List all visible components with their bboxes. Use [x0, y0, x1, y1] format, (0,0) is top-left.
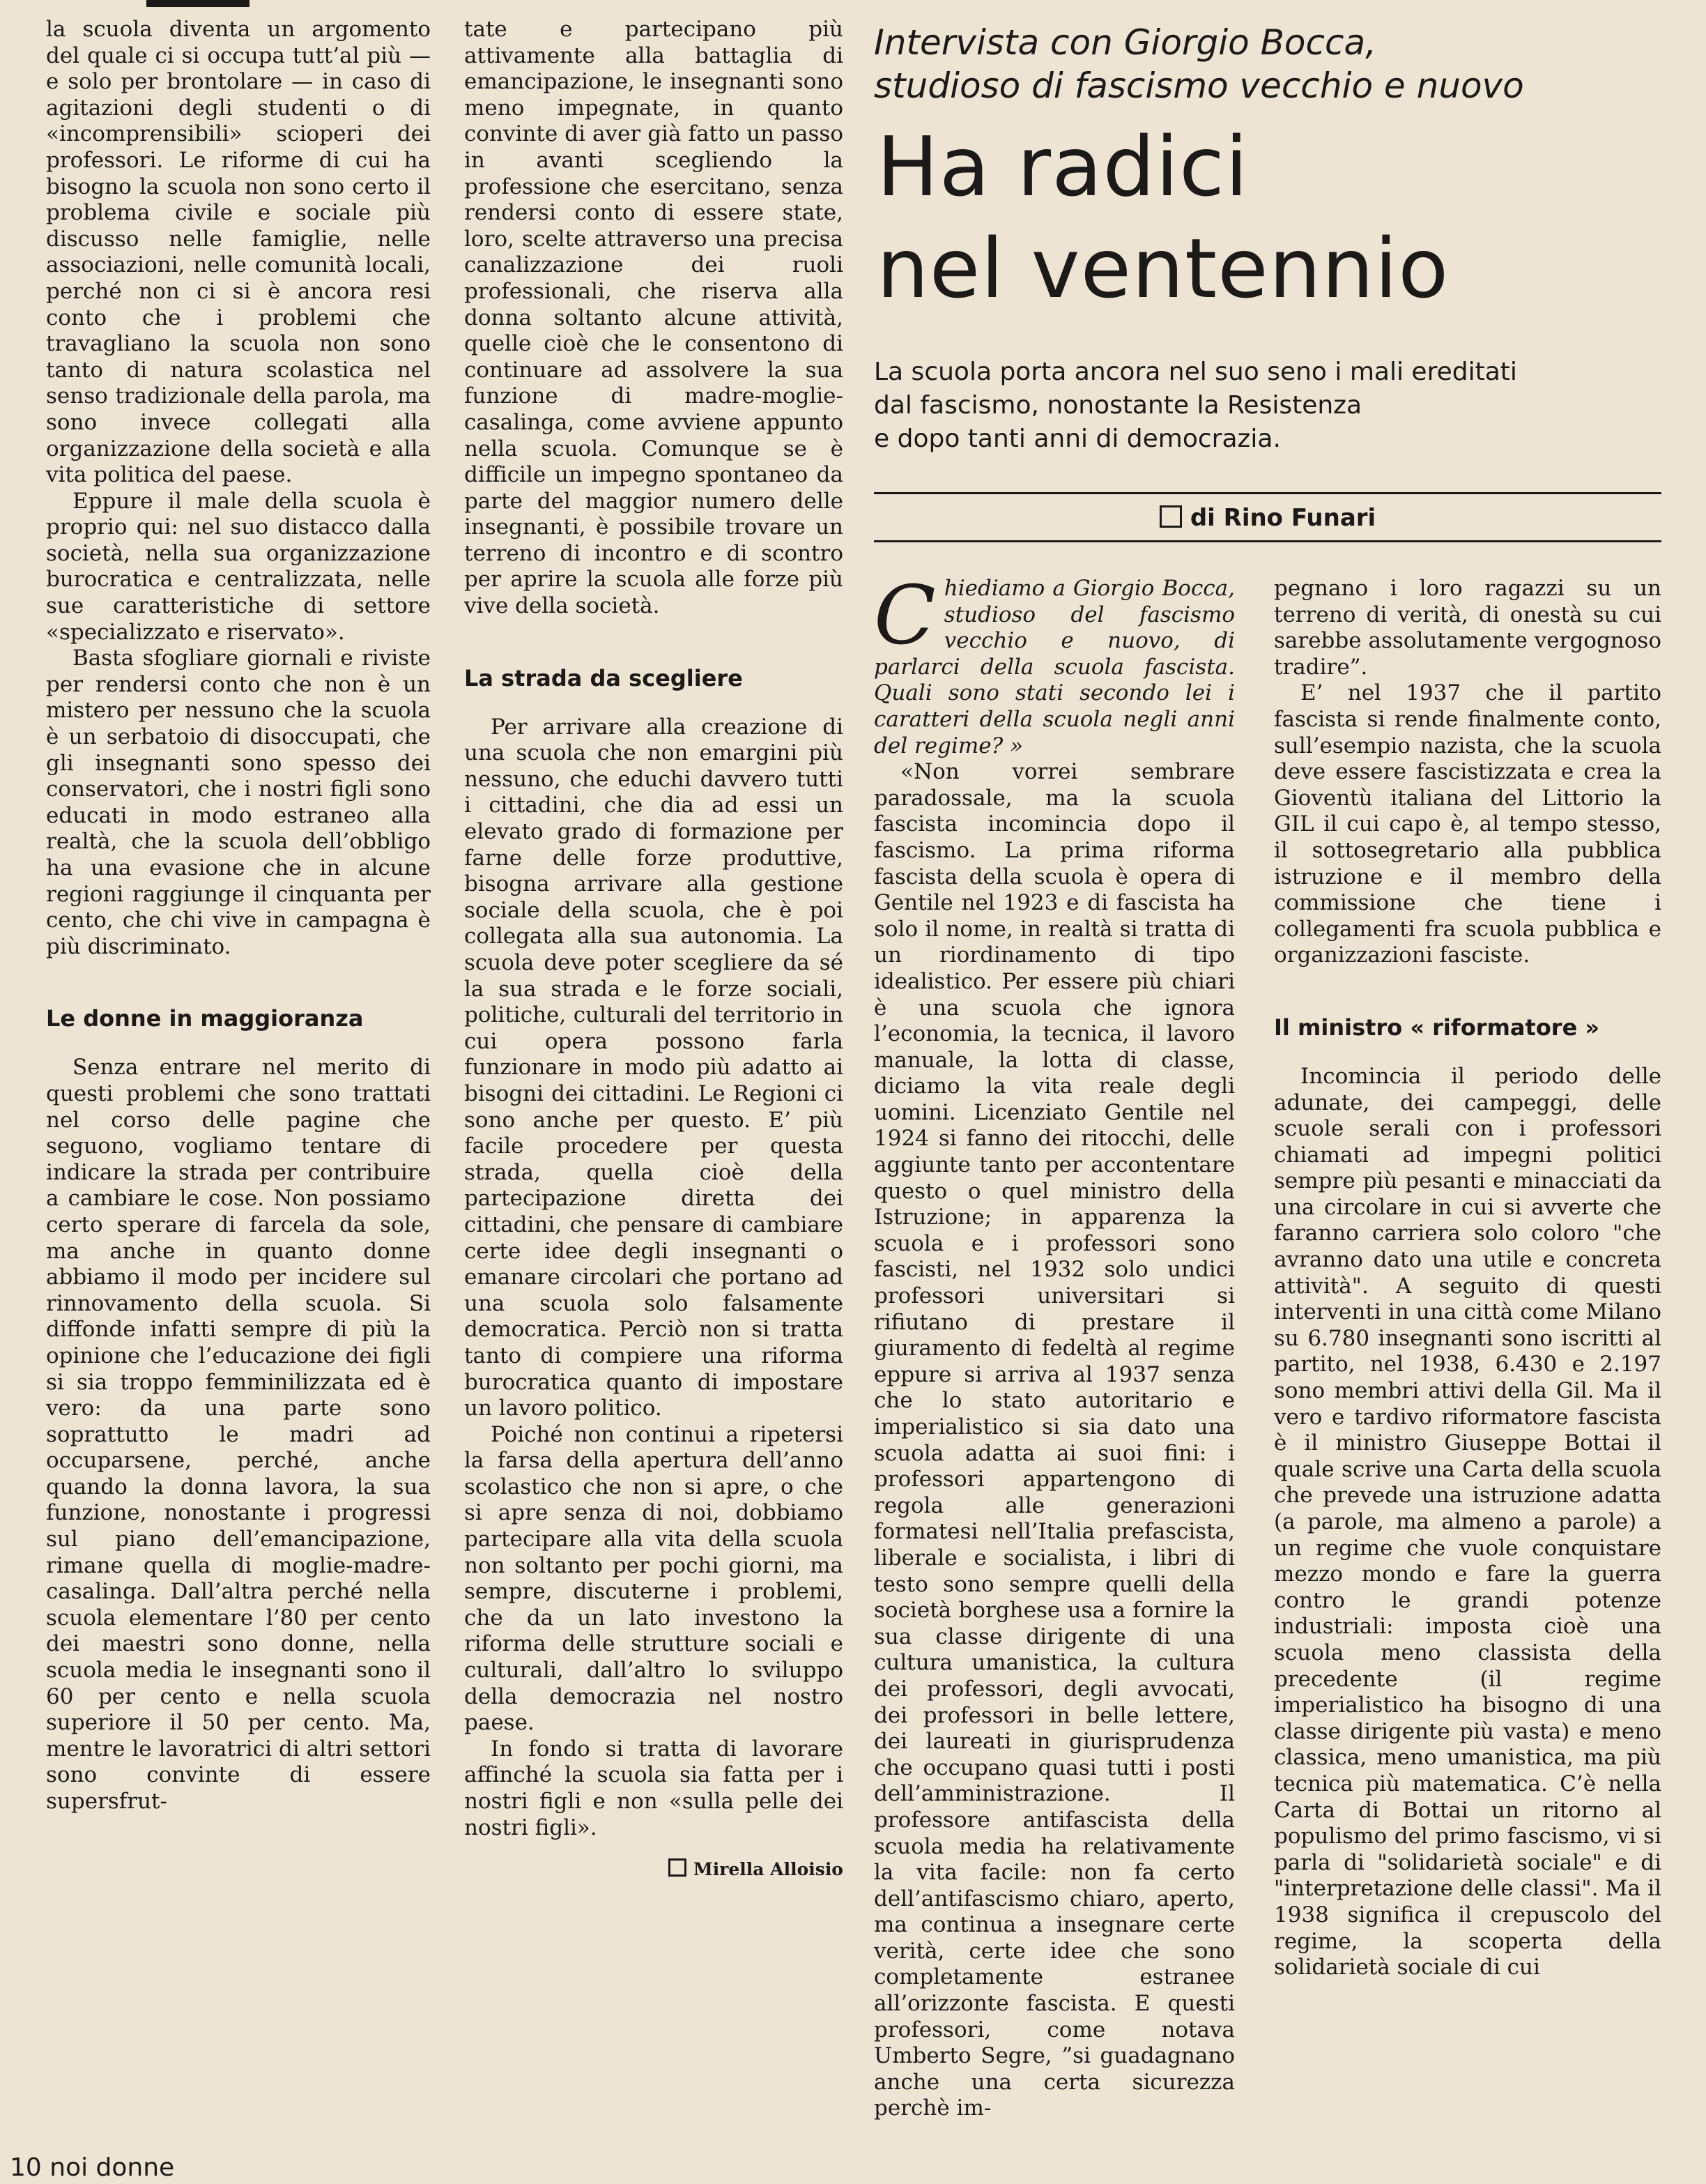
byline: [874, 494, 1661, 540]
subheading-il-ministro: Il ministro « riformatore »: [1274, 1014, 1600, 1041]
body-paragraph: Eppure il male della scuola è proprio qui: nel suo distacco dalla società, nella sua organizzazione burocratica e centralizzata, nelle sue caratteristiche di settore «specializzato e riservato».: [46, 488, 431, 645]
deck-line: e dopo tanti anni di democrazia.: [874, 425, 1281, 453]
body-paragraph: «Non vorrei sembrare paradossale, ma la scuola fascista incomincia dopo il fascismo. La prima riforma fascista della scuola è opera di Gentile nel 1923 e di fascista ha solo il nome, in realtà si tratta di un riordinamento di tipo idealistico. Per essere più chiari è una scuola che ignora l’economia, la tecnica, il lavoro manuale, la lotta di classe, diciamo la vita reale degli uomini. Licenziato Gentile nel 1924 si fanno dei ritocchi, delle aggiunte tanto per accontentare questo o quel ministro della Istruzione; in apparenza la scuola e i professori sono fascisti, nel 1932 solo undici professori universitari si rifiutano di prestare il giuramento di fedeltà al regime eppure si arriva al 1937 senza che lo stato autoritario e imperialistico si sia dato una scuola adatta ai suoi fini: i professori appartengono di regola alle generazioni formatesi nell’Italia prefascista, liberale e socialista, i libri di testo sono sempre quelli della società borghese usa a fornire la sua classe dirigente di una cultura umanistica, la cultura dei professori, degli avvocati, dei professori in belle lettere, dei laureati in giurisprudenza che occupano quasi tutti i posti dell’amministrazione. Il professore antifascista della scuola media ha relativamente la vita facile: non fa certo dell’antifascismo chiaro, aperto, ma continua a insegnare certe verità, certe idee che sono completamente estranee all’orizzonte fascista. E questi professori, come notava Umberto Segre, ”si guadagnano anche una certa sicurezza perchè im-: [874, 759, 1235, 2121]
deck-line: La scuola porta ancora nel suo seno i mali ereditati: [874, 358, 1517, 386]
body-paragraph: pegnano i loro ragazzi su un terreno di verità, di onestà su cui sarebbe assolutamente vergognoso tradire”.: [1274, 576, 1661, 680]
kicker-line: studioso di fascismo vecchio e nuovo: [874, 66, 1524, 106]
headline: [877, 116, 1661, 319]
divider-bottom: [874, 540, 1661, 542]
body-paragraph: Senza entrare nel merito di questi problemi che sono trattati nel corso delle pagine che seguono, vogliamo tentare di indicare la strada per contribuire a cambiare le cose. Non possiamo certo sperare di farcela da sole, ma anche in quanto donne abbiamo il modo per incidere sul rinnovamento della scuola. Si diffonde infatti sempre di più la opinione che l’educazione dei figli si sia troppo femminilizzata ed è vero: da una parte sono soprattutto le madri ad occuparsene, perché, anche quando la donna lavora, la sua funzione, nonostante i progressi sul piano dell’emancipazione, rimane quella di moglie-madre-casalinga. Dall’altra perché nella scuola elementare l’80 per cento dei maestri sono donne, nella scuola media le insegnanti sono il 60 per cento e nella scuola superiore il 50 per cento. Ma, mentre le lavoratrici di altri settori sono convinte di essere supersfrut-: [46, 1055, 431, 1814]
drop-cap: C: [874, 569, 936, 663]
headline-line: nel ventennio: [877, 220, 1450, 316]
deck: [874, 356, 1661, 456]
headline-line: Ha radici: [877, 119, 1249, 215]
byline-author: di Rino Funari: [1190, 504, 1376, 532]
body-paragraph: Poiché non continui a ripetersi la farsa della apertura dell’anno scolastico che non si apre, o che si apre senza di noi, dobbiamo partecipare alla vita della scuola non soltanto per pochi giorni, ma sempre, discuterne i problemi, che da un lato investono la riforma delle strutture sociali e culturali, dall’altro lo sviluppo della democrazia nel nostro paese.: [464, 1421, 843, 1736]
checkbox-square-icon: [668, 1858, 686, 1877]
body-paragraph: In fondo si tratta di lavorare affinché la scuola sia fatta per i nostri figli e non «sulla pelle dei nostri figli».: [464, 1736, 843, 1840]
body-paragraph: tate e partecipano più attivamente alla battaglia di emancipazione, le insegnanti sono meno impegnate, in quanto convinte di aver già fatto un passo in avanti scegliendo la professione che esercitano, senza rendersi conto di essere state, loro, scelte attraverso una precisa canalizzazione dei ruoli professionali, che riserva alla donna soltanto alcune attività, quelle cioè che le consentono di continuare ad assolvere la sua funzione di madre-moglie-casalinga, come avviene appunto nella scuola. Comunque se è difficile un impegno spontaneo da parte del maggior numero delle insegnanti, è possibile trovare un terreno di incontro e di scontro per aprire la scuola alle forze più vive della società.: [464, 17, 843, 619]
top-decorative-bar: [146, 0, 249, 7]
interview-question: [874, 569, 1235, 759]
body-paragraph: la scuola diventa un argomento del quale ci si occupa tutt’al più — e solo per brontolare — in caso di agitazioni degli studenti o di «incomprensibili» scioperi dei professori. Le riforme di cui ha bisogno la scuola non sono certo il problema civile e sociale più discusso nelle famiglie, nelle associazioni, nelle comunità locali, perché non ci si è ancora resi conto che i problemi che travagliano la scuola non sono tanto di natura scolastica nel senso tradizionale della parola, ma sono invece collegati alla organizzazione della società e alla vita politica del paese.: [46, 17, 431, 488]
checkbox-square-icon: [1160, 505, 1182, 528]
signature-name: Mirella Alloisio: [693, 1859, 843, 1880]
left-article-column-1: [46, 17, 431, 1815]
kicker-line: Intervista con Giorgio Bocca,: [874, 22, 1376, 63]
left-article-column-2: [464, 17, 843, 1883]
interview-column-1: [874, 569, 1235, 2122]
page-footer: 10 noi donne: [10, 2153, 175, 2182]
body-paragraph: E’ nel 1937 che il partito fascista si rende finalmente conto, sull’esempio nazista, che la scuola deve essere fascistizzata e crea la Gioventù italiana del Littorio la GIL il cui capo è, al tempo stesso, il sottosegretario alla pubblica istruzione e il membro della commissione che tiene i collegamenti fra scuola pubblica e organizzazioni fasciste.: [1274, 680, 1661, 968]
deck-line: dal fascismo, nonostante la Resistenza: [874, 391, 1362, 420]
question-text: hiediamo a Giorgio Bocca, studioso del fascismo vecchio e nuovo, di parlarci della scuola fascista. Quali sono stati secondo lei i caratteri della scuola negli anni del regime? »: [874, 576, 1235, 758]
body-paragraph: Basta sfogliare giornali e riviste per rendersi conto che non è un mistero per nessuno che la scuola è un serbatoio di disoccupati, che gli insegnanti sono spesso dei conservatori, che i nostri figli sono educati in modo estraneo alla realtà, che la scuola dell’obbligo ha una evasione che in alcune regioni raggiunge il cinquanta per cento, che chi vive in campagna è più discriminato.: [46, 646, 431, 959]
subheading-la-strada: La strada da scegliere: [464, 664, 743, 692]
author-signature: [464, 1856, 843, 1883]
interview-column-2: [1274, 576, 1661, 1981]
subheading-le-donne: Le donne in maggioranza: [46, 1005, 364, 1032]
body-paragraph: Per arrivare alla creazione di una scuola che non emargini più nessuno, che educhi davvero tutti i cittadini, che dia ad essi un elevato grado di formazione per farne delle forze produttive, bisogna arrivare alla gestione sociale della scuola, che è poi collegata alla sua autonomia. La scuola deve poter scegliere da sé la sua strada e le forze sociali, politiche, culturali del territorio in cui opera possono farla funzionare in modo più adatto ai bisogni dei cittadini. Le Regioni ci sono anche per questo. E’ più facile procedere per questa strada, quella cioè della partecipazione diretta dei cittadini, che pensare di cambiare certe idee degli insegnanti o emanare circolari che portano ad una scuola solo falsamente democratica. Perciò non si tratta tanto di compiere una riforma burocratica quanto di impostare un lavoro politico.: [464, 714, 843, 1421]
body-paragraph: Incomincia il periodo delle adunate, dei campeggi, delle scuole serali con i professori chiamati ad impegni politici sempre più pesanti e minacciati da una circolare in cui si avverte che faranno carriera solo coloro "che avranno dato una utile e concreta attività". A seguito di questi interventi in una città come Milano su 6.780 insegnanti sono iscritti al partito, nel 1938, 6.430 e 2.197 sono membri attivi della Gil. Ma il vero e tardivo riformatore fascista è il ministro Giuseppe Bottai il quale scrive una Carta della scuola che prevede una istruzione adatta (a parole, ma almeno a parole) a un regime che vuole conquistare mezzo mondo e fare la guerra contro le grandi potenze industriali: imposta cioè una scuola meno classista della precedente (il regime imperialistico ha bisogno di una classe dirigente più vasta) e meno classica, meno umanistica, ma più tecnica più matematica. C’è nella Carta di Bottai un ritorno al populismo del primo fascismo, vi si parla di "solidarietà sociale" e di "interpretazione delle classi". Ma il 1938 significa il crepuscolo del regime, la scoperta della solidarietà sociale di cui: [1274, 1063, 1661, 1980]
interview-header: [874, 21, 1661, 542]
